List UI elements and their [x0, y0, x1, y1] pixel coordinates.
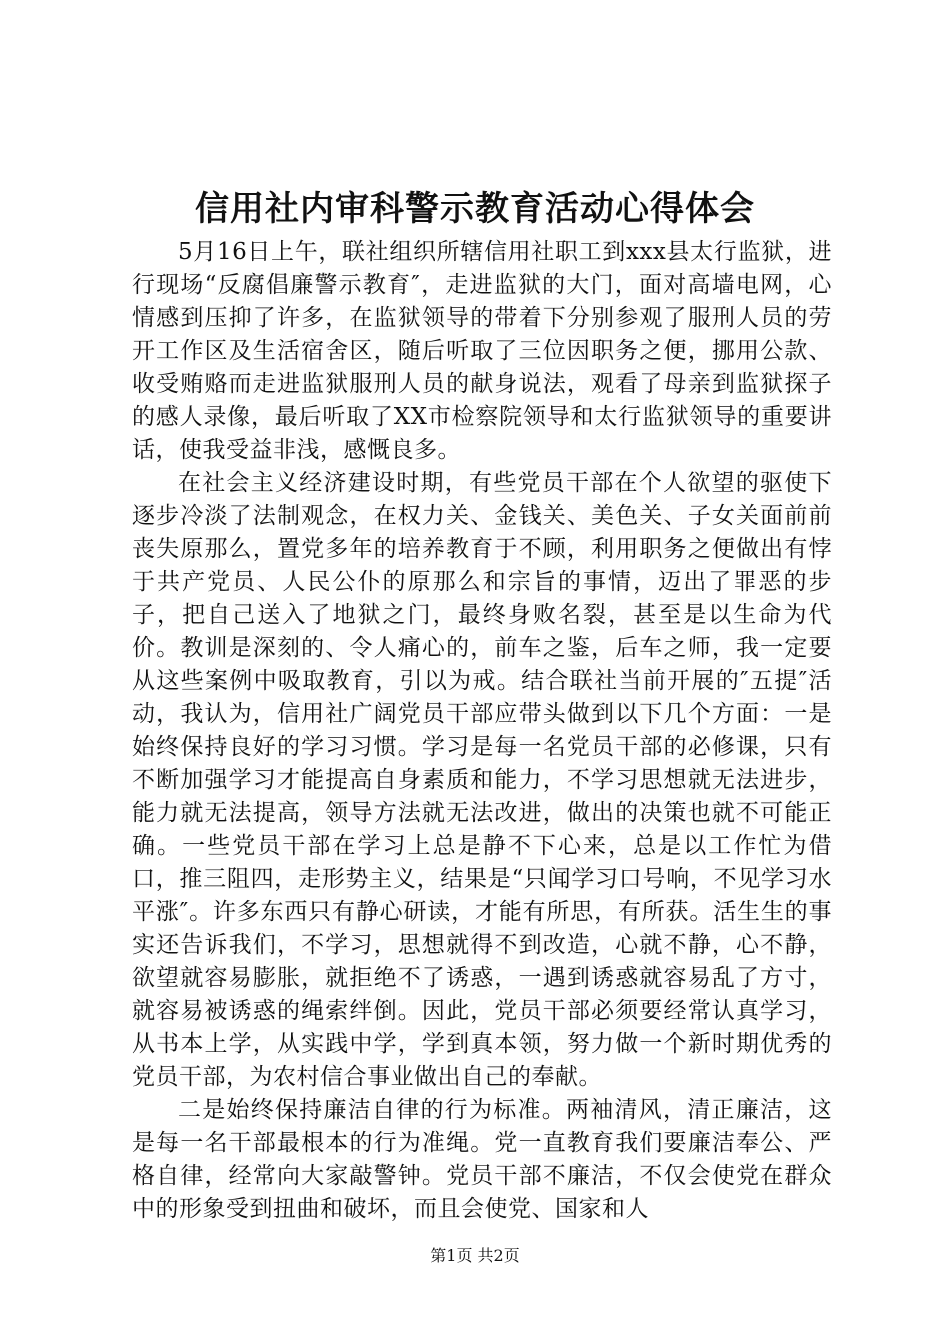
page-footer: 第1页 共2页 [430, 1246, 520, 1265]
document-body [132, 236, 832, 1226]
document-title: 信用社内审科警示教育活动心得体会 [195, 189, 755, 229]
paragraph-2: 在社会主义经济建设时期，有些党员干部在个人欲望的驱使下逐步冷淡了法制观念，在权力关、金钱关、美色关、子女关面前前丧失原那么，置党多年的培养教育于不顾，利用职务之便做出有悖于共产党员、人民公仆的原那么和宗旨的事情，迈出了罪恶的步子，把自己送入了地狱之门，最终身败名裂，甚至是以生命为代价。教训是深刻的、令人痛心的，前车之鉴，后车之师，我一定要从这些案例中吸取教育，引以为戒。结合联社当前开展的″五提″活动，我认为，信用社广阔党员干部应带头做到以下几个方面：一是始终保持良好的学习习惯。学习是每一名党员干部的必修课，只有不断加强学习才能提高自身素质和能力，不学习思想就无法进步，能力就无法提高，领导方法就无法改进，做出的决策也就不可能正确。一些党员干部在学习上总是静不下心来，总是以工作忙为借口，推三阻四，走形势主义，结果是“只闻学习口号响，不见学习水平涨″。许多东西只有静心研读，才能有所思，有所获。活生生的事实还告诉我们，不学习，思想就得不到改造，心就不静，心不静，欲望就容易膨胀，就拒绝不了诱惑，一遇到诱惑就容易乱了方寸，就容易被诱惑的绳索绊倒。因此，党员干部必须要经常认真学习，从书本上学，从实践中学，学到真本领，努力做一个新时期优秀的党员干部，为农村信合事业做出自己的奉献。 [132, 470, 832, 1090]
paragraph-1: 5月16日上午，联社组织所辖信用社职工到xxx县太行监狱，进行现场“反腐倡廉警示教育″，走进监狱的大门，面对高墙电网，心情感到压抑了许多，在监狱领导的带着下分别参观了服刑人员的劳开工作区及生活宿舍区，随后听取了三位因职务之便，挪用公款、收受贿赂而走进监狱服刑人员的献身说法，观看了母亲到监狱探子的感人录像，最后听取了XX市检察院领导和太行监狱领导的重要讲话，使我受益非浅，感慨良多。 [132, 239, 832, 463]
paragraph-3: 二是始终保持廉洁自律的行为标准。两袖清风，清正廉洁，这是每一名干部最根本的行为准绳。党一直教育我们要廉洁奉公、严格自律，经常向大家敲警钟。党员干部不廉洁，不仅会使党在群众中的形象受到扭曲和破坏，而且会使党、国家和人 [132, 1097, 832, 1222]
